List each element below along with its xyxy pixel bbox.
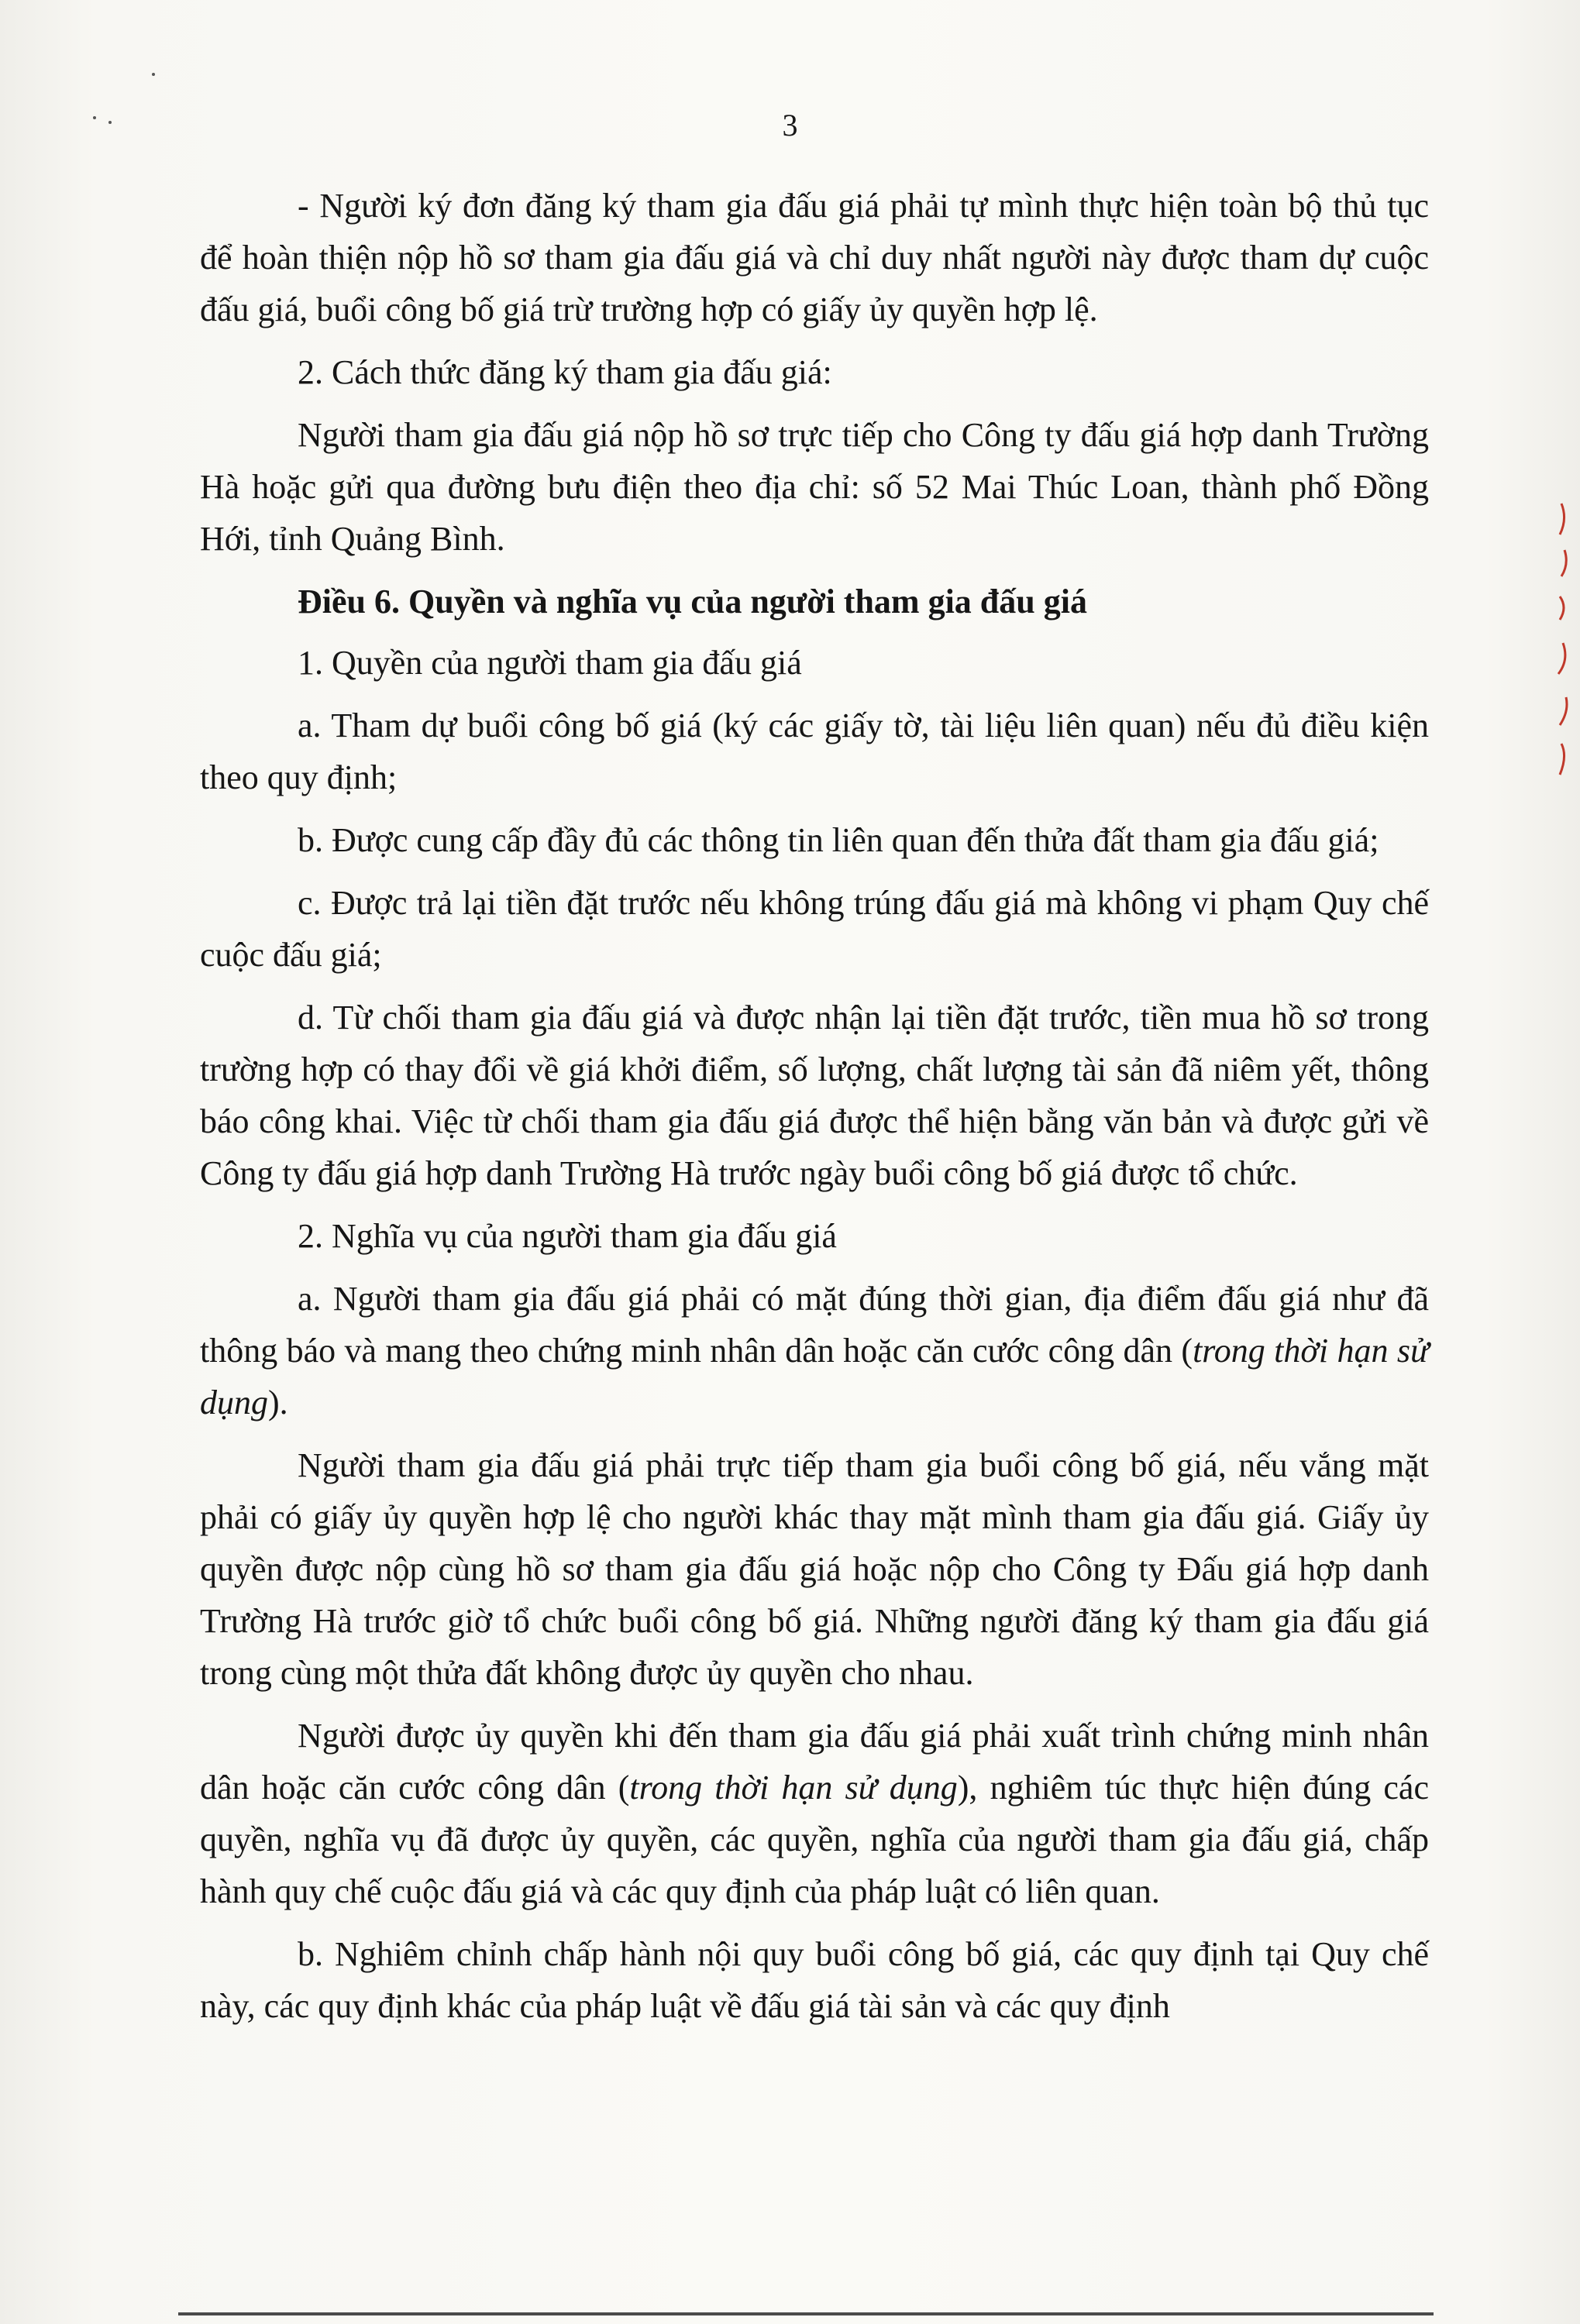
scan-speck (93, 116, 96, 119)
obligation-a-text: a. Người tham gia đấu giá phải có mặt đúng thời gian, địa điểm đấu giá như đã thông báo và mang theo chứng minh nhân dân hoặc căn cước công dân ( (200, 1280, 1429, 1370)
paragraph-registration-method-title: 2. Cách thức đăng ký tham gia đấu giá: (298, 353, 832, 391)
authorized-italic: trong thời hạn sử dụng (629, 1769, 958, 1807)
obligation-a-end: ). (268, 1384, 288, 1422)
paragraph-obligation-b: b. Nghiêm chỉnh chấp hành nội quy buổi công bố giá, các quy định tại Quy chế này, các quy định khác của pháp luật về đấu giá tài sản và các quy định (200, 1935, 1429, 2025)
authorized-end: ), nghiêm túc thực hiện đúng các quyền, nghĩa vụ đã được ủy quyền, các quyền, nghĩa của người tham gia đấu giá, chấp hành quy chế cuộc đấu giá và các quy định của pháp luật có liên quan. (200, 1769, 1429, 1910)
authorized-text: Người được ủy quyền khi đến tham gia đấu giá phải xuất trình chứng minh nhân dân hoặc căn cước công dân ( (200, 1717, 1429, 1807)
paragraph-registration-method: Người tham gia đấu giá nộp hồ sơ trực tiếp cho Công ty đấu giá hợp danh Trường Hà hoặc gửi qua đường bưu điện theo địa chỉ: số 52 Mai Thúc Loan, thành phố Đồng Hới, tỉnh Quảng Bình. (200, 416, 1429, 558)
paragraph-right-a: a. Tham dự buổi công bố giá (ký các giấy tờ, tài liệu liên quan) nếu đủ điều kiện theo quy định; (200, 706, 1429, 796)
page-number: 3 (782, 108, 798, 143)
paragraph-signer-requirement: - Người ký đơn đăng ký tham gia đấu giá phải tự mình thực hiện toàn bộ thủ tục để hoàn thiện nộp hồ sơ tham gia đấu giá và chỉ duy nhất người này được tham dự cuộc đấu giá, buổi công bố giá trừ trường hợp có giấy ủy quyền hợp lệ. (200, 187, 1429, 328)
obligation-a-italic: trong thời hạn sử dụng (200, 1332, 1429, 1422)
stamp-edge-marks (1546, 496, 1577, 790)
paragraph-attendance: Người tham gia đấu giá phải trực tiếp tham gia buổi công bố giá, nếu vắng mặt phải có giấy ủy quyền hợp lệ cho người khác thay mặt mình tham gia đấu giá. Giấy ủy quyền được nộp cùng hồ sơ tham gia đấu giá hoặc nộp cho Công ty Đấu giá hợp danh Trường Hà trước giờ tổ chức buổi công bố giá. Những người đăng ký tham gia đấu giá trong cùng một thửa đất không được ủy quyền cho nhau. (200, 1446, 1429, 1692)
paragraph-authorized-person (200, 1710, 1429, 1917)
paragraph-right-d: d. Từ chối tham gia đấu giá và được nhận lại tiền đặt trước, tiền mua hồ sơ trong trường hợp có thay đổi về giá khởi điểm, số lượng, chất lượng tài sản đã niêm yết, thông báo công khai. Việc từ chối tham gia đấu giá được thể hiện bằng văn bản và được gửi về Công ty đấu giá hợp danh Trường Hà trước ngày buổi công bố giá được tổ chức. (200, 999, 1429, 1192)
paragraph-right-b: b. Được cung cấp đầy đủ các thông tin liên quan đến thửa đất tham gia đấu giá; (298, 821, 1379, 859)
scan-speck (152, 73, 155, 76)
article-6-heading: Điều 6. Quyền và nghĩa vụ của người tham gia đấu giá (298, 583, 1087, 621)
scan-speck (108, 121, 112, 124)
paragraph-obligation-a (200, 1273, 1429, 1428)
bottom-rule (178, 2312, 1434, 2315)
paragraph-right-c: c. Được trả lại tiền đặt trước nếu không trúng đấu giá mà không vi phạm Quy chế cuộc đấu giá; (200, 884, 1429, 974)
paragraph-obligations-title: 2. Nghĩa vụ của người tham gia đấu giá (298, 1217, 837, 1255)
document-body (200, 180, 1429, 2043)
paragraph-rights-title: 1. Quyền của người tham gia đấu giá (298, 644, 802, 682)
